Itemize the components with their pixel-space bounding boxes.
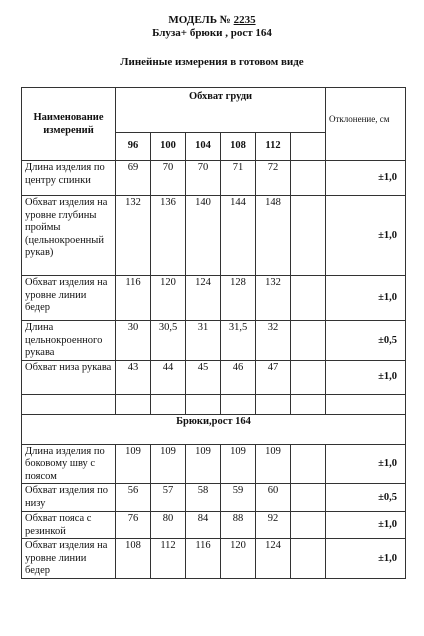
measurement-value: 70: [186, 161, 221, 196]
measurement-value: 84: [186, 512, 221, 539]
measurement-value: 109: [256, 444, 291, 484]
measurement-label: Длина изделия по центру спинки: [22, 161, 116, 196]
spacer-row: [22, 394, 406, 414]
empty-cell: [116, 394, 151, 414]
measurement-value: 108: [116, 539, 151, 579]
model-title: [0, 14, 424, 26]
empty-cell: [291, 444, 326, 484]
tolerance-value: ±1,0: [326, 539, 406, 579]
measurement-label: Обхват изделия на уровне линии бедер: [22, 539, 116, 579]
size-header-112: 112: [256, 133, 291, 161]
measurement-value: 120: [151, 276, 186, 321]
measurement-value: 124: [256, 539, 291, 579]
measurement-value: 109: [186, 444, 221, 484]
measurement-label: Обхват пояса с резинкой: [22, 512, 116, 539]
size-header-empty: [291, 133, 326, 161]
measurement-value: 47: [256, 360, 291, 394]
empty-cell: [291, 161, 326, 196]
measurement-value: 109: [221, 444, 256, 484]
empty-cell: [291, 394, 326, 414]
measurement-value: 46: [221, 360, 256, 394]
measurement-label: Обхват изделия на уровне глубины проймы (цельнокроенный рукав): [22, 196, 116, 276]
size-header-100: 100: [151, 133, 186, 161]
empty-cell: [22, 394, 116, 414]
size-header-108: 108: [221, 133, 256, 161]
table-row: [22, 444, 406, 484]
measurement-value: 140: [186, 196, 221, 276]
measurement-label: Обхват низа рукава: [22, 360, 116, 394]
section-row: [22, 414, 406, 444]
measurement-value: 76: [116, 512, 151, 539]
tolerance-header: Отклонение, см: [326, 88, 406, 161]
measurement-value: 128: [221, 276, 256, 321]
tolerance-value: ±1,0: [326, 512, 406, 539]
empty-cell: [291, 321, 326, 361]
empty-cell: [291, 360, 326, 394]
measurement-value: 71: [221, 161, 256, 196]
measurement-value: 124: [186, 276, 221, 321]
measurement-value: 80: [151, 512, 186, 539]
empty-cell: [291, 196, 326, 276]
chest-girth-header: Обхват груди: [116, 88, 326, 133]
tolerance-value: ±1,0: [326, 196, 406, 276]
name-column-header: Наименование измерений: [22, 88, 116, 161]
measurement-label: Длина изделия по боковому шву с поясом: [22, 444, 116, 484]
measurement-value: 60: [256, 484, 291, 512]
empty-cell: [291, 276, 326, 321]
measurement-value: 136: [151, 196, 186, 276]
empty-cell: [151, 394, 186, 414]
measurement-value: 70: [151, 161, 186, 196]
empty-cell: [291, 484, 326, 512]
empty-cell: [186, 394, 221, 414]
tolerance-value: ±1,0: [326, 444, 406, 484]
measurement-value: 58: [186, 484, 221, 512]
measurement-value: 56: [116, 484, 151, 512]
tolerance-value: ±0,5: [326, 484, 406, 512]
measurement-value: 44: [151, 360, 186, 394]
tolerance-value: ±0,5: [326, 321, 406, 361]
tolerance-value: ±1,0: [326, 360, 406, 394]
table-row: [22, 484, 406, 512]
measurement-value: 112: [151, 539, 186, 579]
measurement-value: 88: [221, 512, 256, 539]
model-label: МОДЕЛЬ №: [168, 14, 231, 26]
measurement-value: 31: [186, 321, 221, 361]
measurement-value: 32: [256, 321, 291, 361]
empty-cell: [256, 394, 291, 414]
measurement-value: 109: [116, 444, 151, 484]
table-row: [22, 512, 406, 539]
table-row: [22, 276, 406, 321]
empty-cell: [291, 539, 326, 579]
measurement-value: 116: [186, 539, 221, 579]
empty-cell: [221, 394, 256, 414]
empty-cell: [291, 512, 326, 539]
measurement-value: 30: [116, 321, 151, 361]
measurement-label: Обхват изделия на уровне линии бедер: [22, 276, 116, 321]
measurement-value: 144: [221, 196, 256, 276]
measurement-value: 45: [186, 360, 221, 394]
measurement-value: 116: [116, 276, 151, 321]
measurement-value: 59: [221, 484, 256, 512]
table-row: [22, 321, 406, 361]
measurement-value: 132: [116, 196, 151, 276]
table-row: [22, 161, 406, 196]
model-number: 2235: [233, 14, 256, 26]
size-header-96: 96: [116, 133, 151, 161]
tolerance-value: ±1,0: [326, 161, 406, 196]
tolerance-value: ±1,0: [326, 276, 406, 321]
measurement-label: Длина цельнокроенного рукава: [22, 321, 116, 361]
measurement-label: Обхват изделия по низу: [22, 484, 116, 512]
measurement-value: 72: [256, 161, 291, 196]
model-subtitle: Блуза+ брюки , рост 164: [152, 27, 272, 39]
measurement-value: 132: [256, 276, 291, 321]
pants-section-title: Брюки,рост 164: [22, 414, 406, 444]
measurement-value: 43: [116, 360, 151, 394]
table-row: [22, 196, 406, 276]
measurement-value: 31,5: [221, 321, 256, 361]
table-caption: Линейные измерения в готовом виде: [120, 56, 304, 68]
empty-cell: [326, 394, 406, 414]
measurement-value: 148: [256, 196, 291, 276]
table-row: [22, 539, 406, 579]
measurement-value: 109: [151, 444, 186, 484]
measurement-value: 30,5: [151, 321, 186, 361]
measurement-value: 92: [256, 512, 291, 539]
measurement-value: 69: [116, 161, 151, 196]
measurement-value: 120: [221, 539, 256, 579]
size-header-104: 104: [186, 133, 221, 161]
measurement-value: 57: [151, 484, 186, 512]
table-row: [22, 360, 406, 394]
measurements-table: [21, 87, 406, 579]
